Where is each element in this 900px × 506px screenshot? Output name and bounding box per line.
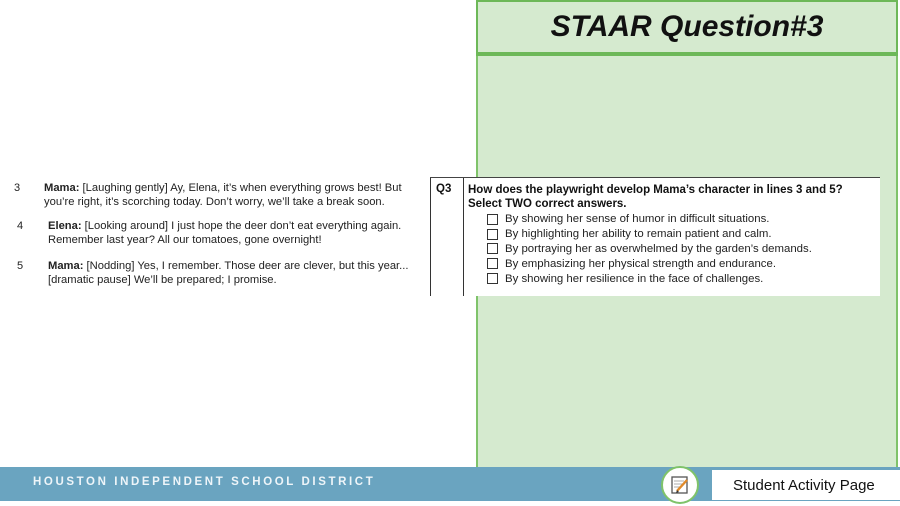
option-label: By emphasizing her physical strength and endurance. xyxy=(505,257,777,270)
divider xyxy=(463,178,464,296)
question-number: Q3 xyxy=(436,183,452,195)
dialogue: [Looking around] I just hope the deer don’t eat everything again. Remember last year? All our tomatoes, gone overnight! xyxy=(48,220,402,246)
checkbox-icon[interactable] xyxy=(487,214,498,225)
option-label: By portraying her as overwhelmed by the garden’s demands. xyxy=(505,242,812,255)
answer-option[interactable] xyxy=(487,212,877,227)
answer-options xyxy=(487,212,877,286)
answer-option[interactable] xyxy=(487,256,877,271)
district-name: HOUSTON INDEPENDENT SCHOOL DISTRICT xyxy=(33,476,376,488)
checkbox-icon[interactable] xyxy=(487,273,498,284)
speaker-name: Mama: xyxy=(44,182,80,194)
line-number: 3 xyxy=(14,182,21,194)
divider xyxy=(430,178,431,296)
dialogue: [Nodding] Yes, I remember. Those deer are clever, but this year... [dramatic pause] We’ll be prepared; I promise. xyxy=(48,260,409,286)
notepad-pencil-icon[interactable] xyxy=(661,466,699,504)
speaker-name: Mama: xyxy=(48,260,84,272)
checkbox-icon[interactable] xyxy=(487,243,498,254)
activity-label: Student Activity Page xyxy=(733,476,875,494)
option-label: By showing her resilience in the face of challenges. xyxy=(505,272,764,285)
activity-label-box[interactable] xyxy=(712,470,900,500)
question-box xyxy=(430,177,880,296)
line-text xyxy=(48,259,426,287)
question-prompt xyxy=(468,183,878,211)
answer-option[interactable] xyxy=(487,271,877,286)
line-text xyxy=(48,219,426,247)
answer-option[interactable] xyxy=(487,242,877,257)
question-text: How does the playwright develop Mama’s character in lines 3 and 5? xyxy=(468,184,843,196)
question-instruction: Select TWO correct answers. xyxy=(468,198,627,210)
title-bar xyxy=(476,0,898,56)
answer-option[interactable] xyxy=(487,227,877,242)
option-label: By highlighting her ability to remain patient and calm. xyxy=(505,228,772,241)
line-number: 5 xyxy=(17,260,24,272)
checkbox-icon[interactable] xyxy=(487,258,498,269)
line-number: 4 xyxy=(17,220,24,232)
dialogue: [Laughing gently] Ay, Elena, it’s when everything grows best! But you’re right, it’s scorching today. Don’t worry, we’ll take a break soon. xyxy=(44,182,402,208)
slide-title: STAAR Question#3 xyxy=(550,10,824,43)
option-label: By showing her sense of humor in difficult situations. xyxy=(505,213,770,226)
line-text xyxy=(44,181,422,209)
speaker-name: Elena: xyxy=(48,220,82,232)
checkbox-icon[interactable] xyxy=(487,229,498,240)
